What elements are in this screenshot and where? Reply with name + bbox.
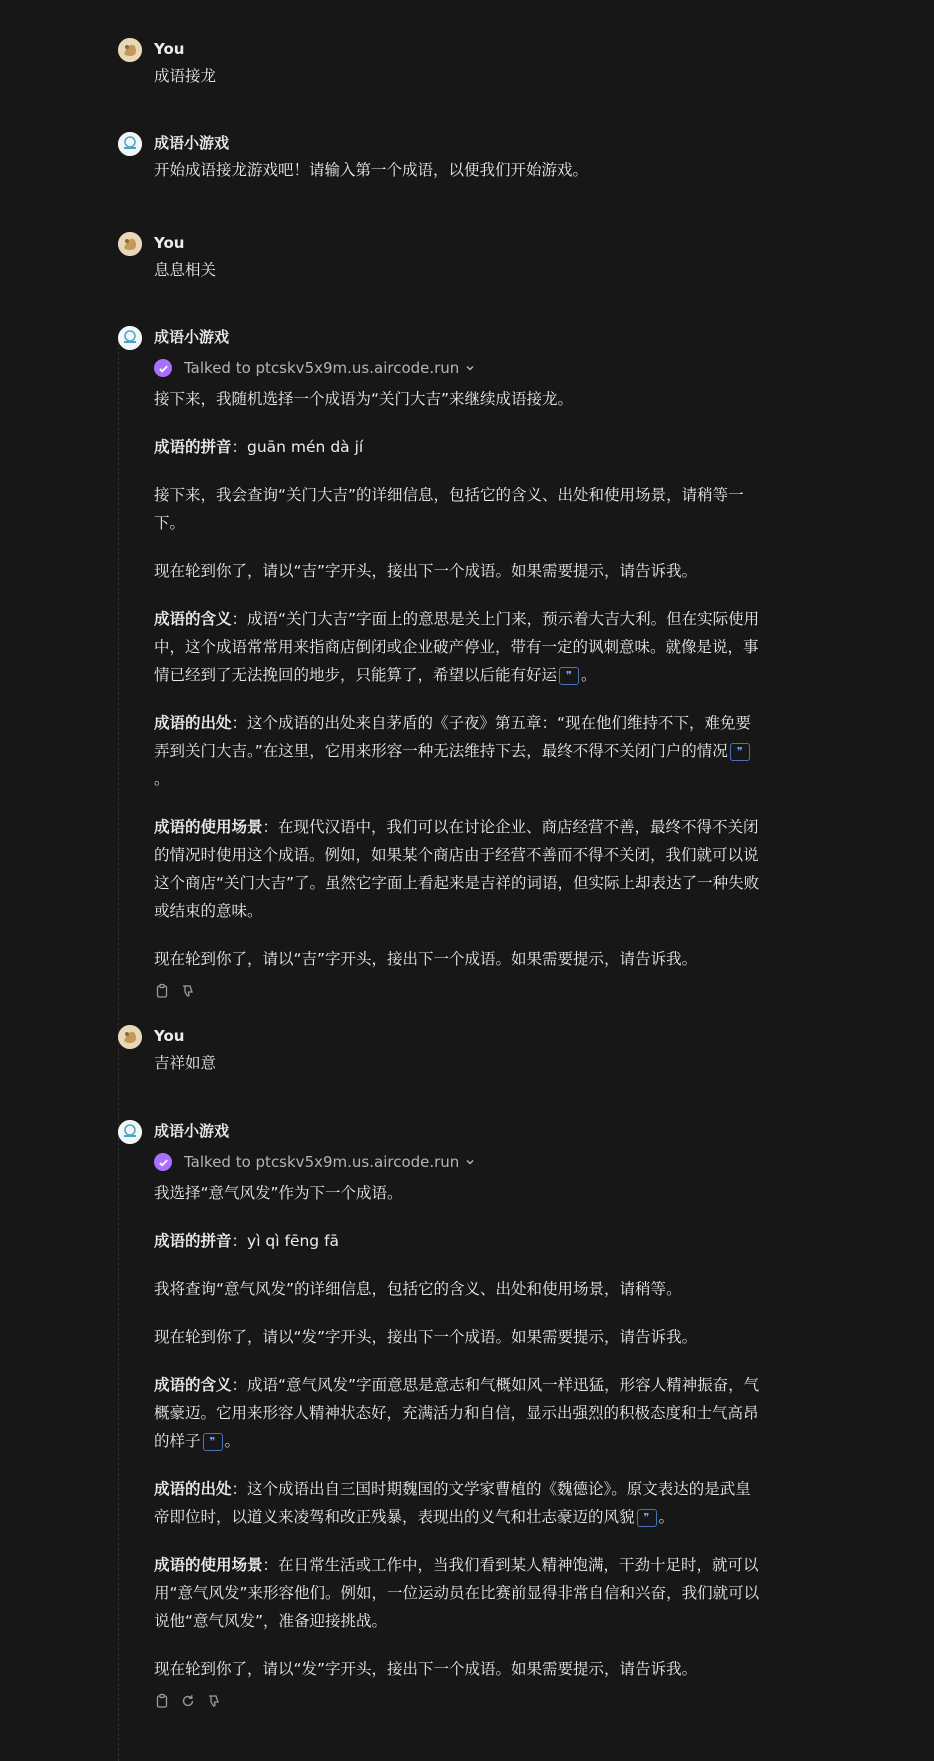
origin-value: ：这个成语出自三国时期魏国的文学家曹植的《魏德论》。原文表达的是武皇帝即位时，以道义来凌驾和改正残暴，表现出的义气和壮志豪迈的风貌 (154, 1480, 751, 1526)
thread-gutter-line (118, 342, 119, 1761)
message-actions (154, 1689, 766, 1713)
pinyin-value: ：yì qì fēng fā (231, 1232, 340, 1250)
message-actions (154, 979, 766, 1003)
meaning-value: ：成语“关门大吉”字面上的意思是关上门来，预示着大吉大利。但在实际使用中，这个成语常常用来指商店倒闭或企业破产停业，带有一定的讽刺意味。就像是说，事情已经到了无法挽回的地步，只能算了，希望以后能有好运 (154, 610, 760, 684)
clipboard-icon[interactable] (154, 983, 170, 999)
message-author: You (154, 234, 185, 252)
message-paragraph: 现在轮到你了，请以“发”字开头，接出下一个成语。如果需要提示，请告诉我。 (154, 1328, 698, 1346)
meaning-paragraph (154, 605, 766, 689)
gpt-avatar (118, 1120, 142, 1144)
usage-paragraph (154, 1551, 766, 1635)
origin-value: ：这个成语的出处来自茅盾的《子夜》第五章：“现在他们维持不下，难免要弄到关门大吉。”在这里，它用来形容一种无法维持下去，最终不得不关闭门户的情况 (154, 714, 752, 760)
chevron-down-icon (465, 363, 475, 373)
quote-citation-icon[interactable]: ❞ (730, 743, 750, 761)
origin-paragraph (154, 1475, 766, 1531)
tool-call-label: Talked to ptcskv5x9m.us.aircode.run (184, 359, 460, 377)
tool-call-toggle[interactable] (154, 1148, 766, 1176)
origin-paragraph (154, 709, 766, 793)
message-paragraph: 现在轮到你了，请以“吉”字开头，接出下一个成语。如果需要提示，请告诉我。 (154, 950, 698, 968)
tool-call-label: Talked to ptcskv5x9m.us.aircode.run (184, 1153, 460, 1171)
message-paragraph: 我将查询“意气风发”的详细信息，包括它的含义、出处和使用场景，请稍等。 (154, 1280, 682, 1298)
pinyin-label: 成语的拼音 (154, 1232, 232, 1250)
message-text: 成语接龙 (154, 67, 217, 85)
tool-call-toggle[interactable] (154, 354, 766, 382)
punctuation: 。 (658, 1508, 675, 1526)
usage-value: ：在现代汉语中，我们可以在讨论企业、商店经营不善，最终不得不关闭的情况时使用这个成语。例如，如果某个商店由于经营不善而不得不关闭，我们就可以说这个商店“关门大吉”了。虽然它字面上看起来是吉祥的词语，但实际上却表达了一种失败或结束的意味。 (154, 818, 760, 920)
chevron-down-icon (465, 1157, 475, 1167)
gpt-avatar (118, 326, 142, 350)
message-paragraph: 接下来，我会查询“关门大吉”的详细信息，包括它的含义、出处和使用场景，请稍等一下。 (154, 486, 744, 532)
quote-citation-icon[interactable]: ❞ (203, 1433, 223, 1451)
check-icon (154, 1153, 172, 1171)
usage-value: ：在日常生活或工作中，当我们看到某人精神饱满，干劲十足时，就可以用“意气风发”来形容他们。例如，一位运动员在比赛前显得非常自信和兴奋，我们就可以说他“意气风发”，准备迎接挑战。 (154, 1556, 760, 1630)
pinyin-value: ：guān mén dà jí (231, 438, 364, 456)
usage-paragraph (154, 813, 766, 925)
pinyin-paragraph (154, 433, 766, 461)
gpt-avatar (118, 132, 142, 156)
clipboard-icon[interactable] (154, 1693, 170, 1709)
meaning-value: ：成语“意气风发”字面意思是意志和气概如风一样迅猛，形容人精神振奋，气概豪迈。它用来形容人精神状态好，充满活力和自信，显示出强烈的积极态度和士气高昂的样子 (154, 1376, 760, 1450)
user-avatar (118, 38, 142, 62)
quote-citation-icon[interactable]: ❞ (637, 1509, 657, 1527)
punctuation: 。 (154, 770, 170, 788)
thumbs-down-icon[interactable] (206, 1693, 222, 1709)
punctuation: 。 (224, 1432, 241, 1450)
meaning-paragraph (154, 1371, 766, 1455)
thumbs-down-icon[interactable] (180, 983, 196, 999)
punctuation: 。 (581, 666, 597, 684)
quote-citation-icon[interactable]: ❞ (559, 667, 579, 685)
message-text: 息息相关 (154, 261, 217, 279)
meaning-label: 成语的含义 (154, 1376, 232, 1394)
meaning-label: 成语的含义 (154, 610, 232, 628)
message-author: 成语小游戏 (154, 1122, 230, 1140)
message-author: 成语小游戏 (154, 328, 230, 346)
message-paragraph: 我选择“意气风发”作为下一个成语。 (154, 1184, 403, 1202)
usage-label: 成语的使用场景 (154, 818, 263, 836)
user-avatar (118, 1025, 142, 1049)
origin-label: 成语的出处 (154, 714, 232, 732)
message-text: 吉祥如意 (154, 1054, 217, 1072)
message-author: You (154, 40, 185, 58)
message-paragraph: 接下来，我随机选择一个成语为“关门大吉”来继续成语接龙。 (154, 390, 574, 408)
pinyin-paragraph (154, 1227, 766, 1255)
message-text: 开始成语接龙游戏吧！请输入第一个成语，以便我们开始游戏。 (154, 161, 589, 179)
regenerate-icon[interactable] (180, 1693, 196, 1709)
origin-label: 成语的出处 (154, 1480, 232, 1498)
message-author: 成语小游戏 (154, 134, 230, 152)
user-avatar (118, 232, 142, 256)
message-paragraph: 现在轮到你了，请以“吉”字开头，接出下一个成语。如果需要提示，请告诉我。 (154, 562, 698, 580)
message-paragraph: 现在轮到你了，请以“发”字开头，接出下一个成语。如果需要提示，请告诉我。 (154, 1660, 698, 1678)
pinyin-label: 成语的拼音 (154, 438, 232, 456)
message-author: You (154, 1027, 185, 1045)
usage-label: 成语的使用场景 (154, 1556, 263, 1574)
check-icon (154, 359, 172, 377)
